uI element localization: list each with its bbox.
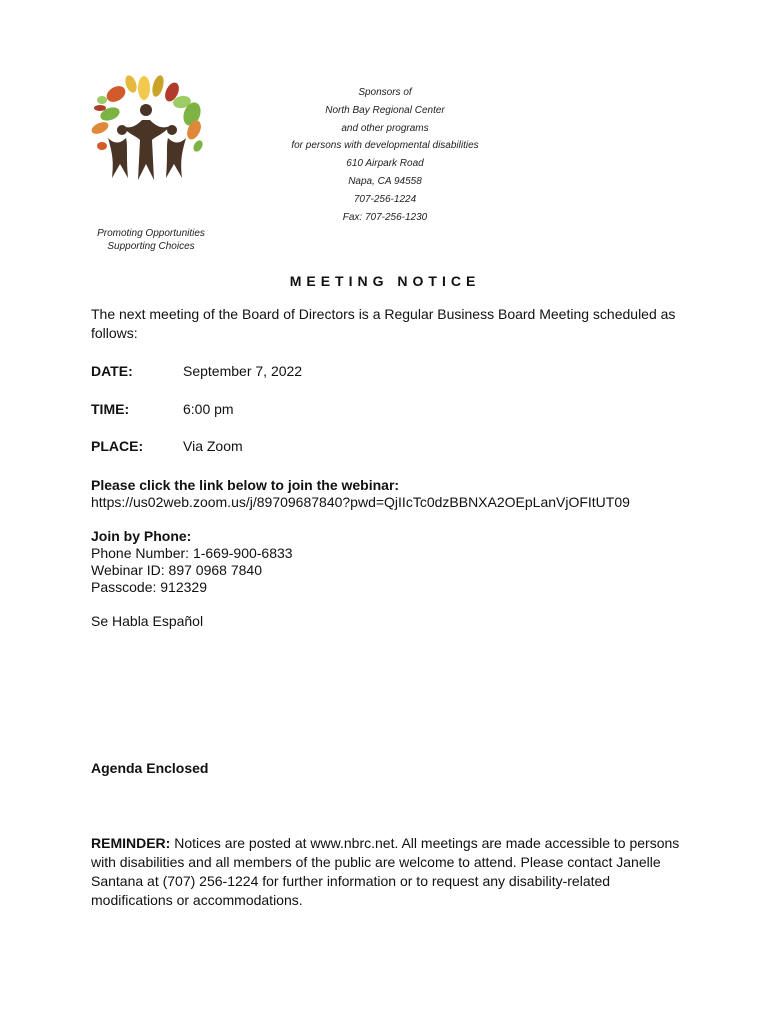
webinar-section [91,477,691,511]
sponsor-city: Napa, CA 94558 [348,175,422,187]
phone-section [91,528,691,596]
place-label: PLACE: [91,438,144,454]
tree-logo-icon [86,68,208,186]
reminder-label: REMINDER: [91,835,171,851]
tagline-line-2: Supporting Choices [107,240,195,252]
sponsor-line: Sponsors of [358,87,412,98]
webinar-link[interactable]: https://us02web.zoom.us/j/89709687840?pwd=QjIIcTc0dzBBNXA2OEpLanVjOFItUT09 [91,494,630,510]
place-value: Via Zoom [183,438,243,454]
sponsor-line: North Bay Regional Center [325,104,445,116]
spanish-note: Se Habla Español [91,613,204,629]
sponsor-line: for persons with developmental disabilities [291,140,479,152]
sponsor-line: and other programs [341,122,429,134]
tagline-line-1: Promoting Opportunities [97,228,205,239]
phone-heading: Join by Phone: [91,528,192,544]
intro-paragraph: The next meeting of the Board of Directors is a Regular Business Board Meeting scheduled as follows: [91,306,676,341]
passcode: Passcode: 912329 [91,579,207,595]
phone-number: Phone Number: 1-669-900-6833 [91,545,293,561]
sponsor-fax: Fax: 707-256-1230 [342,211,428,223]
reminder-text: Notices are posted at www.nbrc.net. All meetings are made accessible to persons with disabilities and all members of the public are welcome to attend. Please contact Janelle Santana at (707) 256-1224 for further information or to request any disability-related modifications or accommodations. [91,835,680,908]
sponsor-phone: 707-256-1224 [353,193,417,205]
sponsor-address: 610 Airpark Road [346,158,424,170]
webinar-heading: Please click the link below to join the webinar: [91,477,400,493]
sponsor-block [230,84,540,226]
webinar-id: Webinar ID: 897 0968 7840 [91,562,262,578]
time-value: 6:00 pm [183,401,234,417]
date-value: September 7, 2022 [183,363,303,379]
agenda-note: Agenda Enclosed [91,760,209,776]
date-label: DATE: [91,363,133,379]
time-label: TIME: [91,401,130,417]
page-title: MEETING NOTICE [289,273,481,289]
reminder-paragraph [91,834,681,910]
tagline [92,228,210,253]
